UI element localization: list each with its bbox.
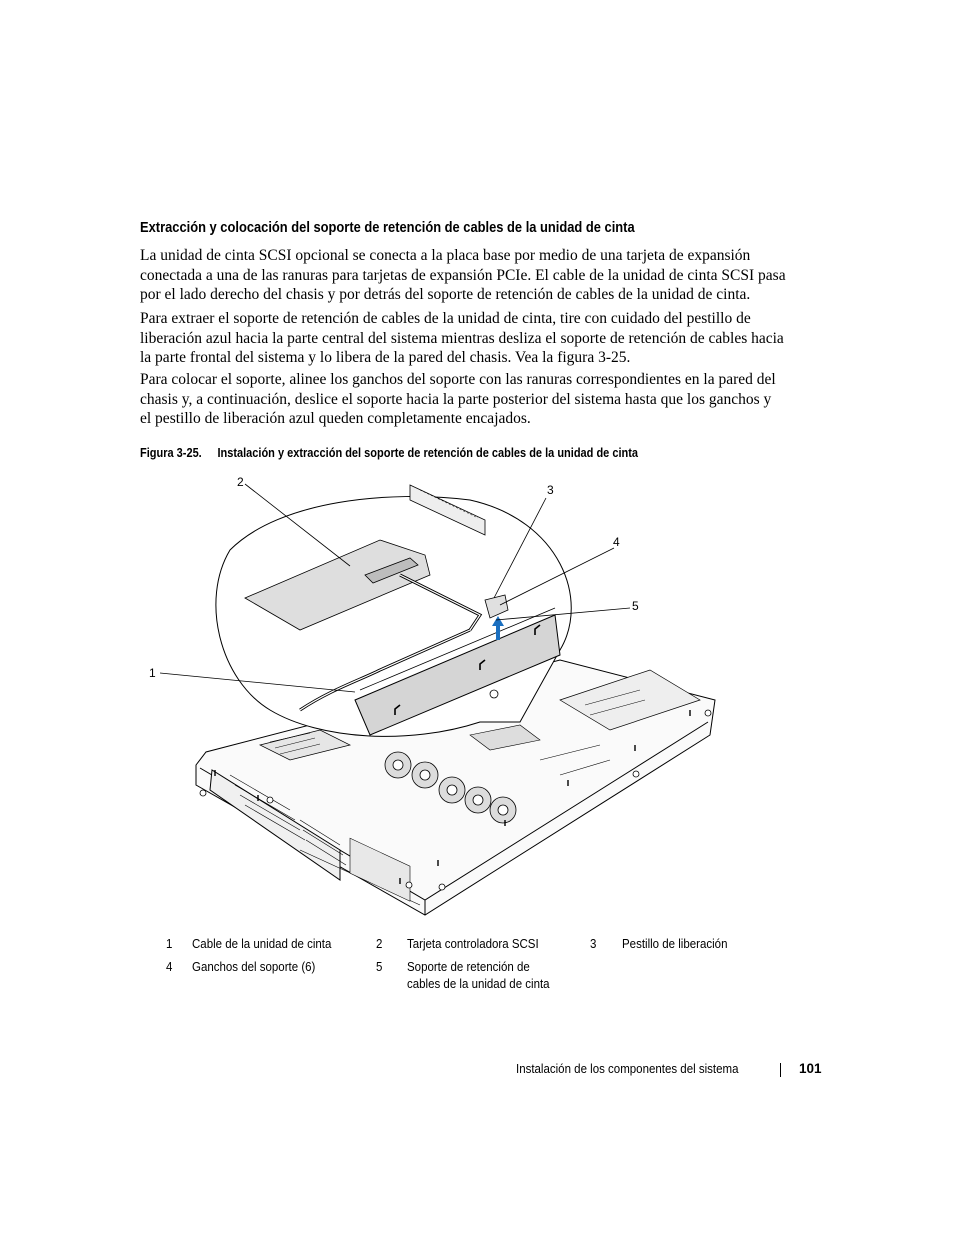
legend-num: 3 [590,937,597,951]
figure-illustration [140,470,740,930]
magnified-view [216,485,571,736]
legend-num: 1 [166,937,173,951]
figure-title: Instalación y extracción del soporte de retención de cables de la unidad de cinta [217,446,639,460]
figure-caption [140,446,638,460]
legend-num: 2 [376,937,383,951]
text-line: el pestillo de liberación azul queden completamente encajados. [140,410,531,427]
callout-5: 5 [632,599,639,613]
footer-section-title: Instalación de los componentes del sistema [516,1062,739,1076]
text-line: conectada a una de las ranuras para tarjetas de expansión PCIe. El cable de la unidad de cinta SCSI pasa [140,266,786,284]
text-line: por el lado derecho del chasis y por detrás del soporte de retención de cables de la unidad de cinta. [140,286,751,303]
legend-num: 5 [376,960,383,974]
callout-1: 1 [149,666,156,680]
page-number: 101 [799,1061,822,1076]
callout-2: 2 [237,475,244,489]
figure-label: Figura 3-25. [140,446,202,460]
text-line: chasis y, a continuación, deslice el soporte hacia la parte posterior del sistema hasta que los ganchos y [140,390,772,408]
callout-3: 3 [547,483,554,497]
legend-text: Soporte de retención de [407,960,530,974]
legend-text: Pestillo de liberación [622,937,728,951]
legend-text: Tarjeta controladora SCSI [407,937,539,951]
legend-text: Cable de la unidad de cinta [192,937,332,951]
text-line: Para colocar el soporte, alinee los ganchos del soporte con las ranuras correspondientes en la pared del [140,371,776,388]
legend-num: 4 [166,960,173,974]
text-line: la parte frontal del sistema y lo libera de la pared del chasis. Vea la figura 3-25. [140,349,631,366]
legend-text: Ganchos del soporte (6) [192,960,316,974]
text-line: La unidad de cinta SCSI opcional se conecta a la placa base por medio de una tarjeta de expansión [140,247,751,264]
paragraph-2 [140,309,830,368]
callout-4: 4 [613,535,620,549]
footer-divider [780,1063,781,1077]
paragraph-3 [140,370,830,429]
text-line: Para extraer el soporte de retención de cables de la unidad de cinta, tire con cuidado del pestillo de [140,310,751,327]
paragraph-1 [140,246,830,305]
legend-text: cables de la unidad de cinta [407,977,550,991]
section-heading: Extracción y colocación del soporte de retención de cables de la unidad de cinta [140,219,635,236]
text-line: liberación azul hacia la parte central del sistema mientras desliza el soporte de retención de cables hacia [140,329,784,347]
